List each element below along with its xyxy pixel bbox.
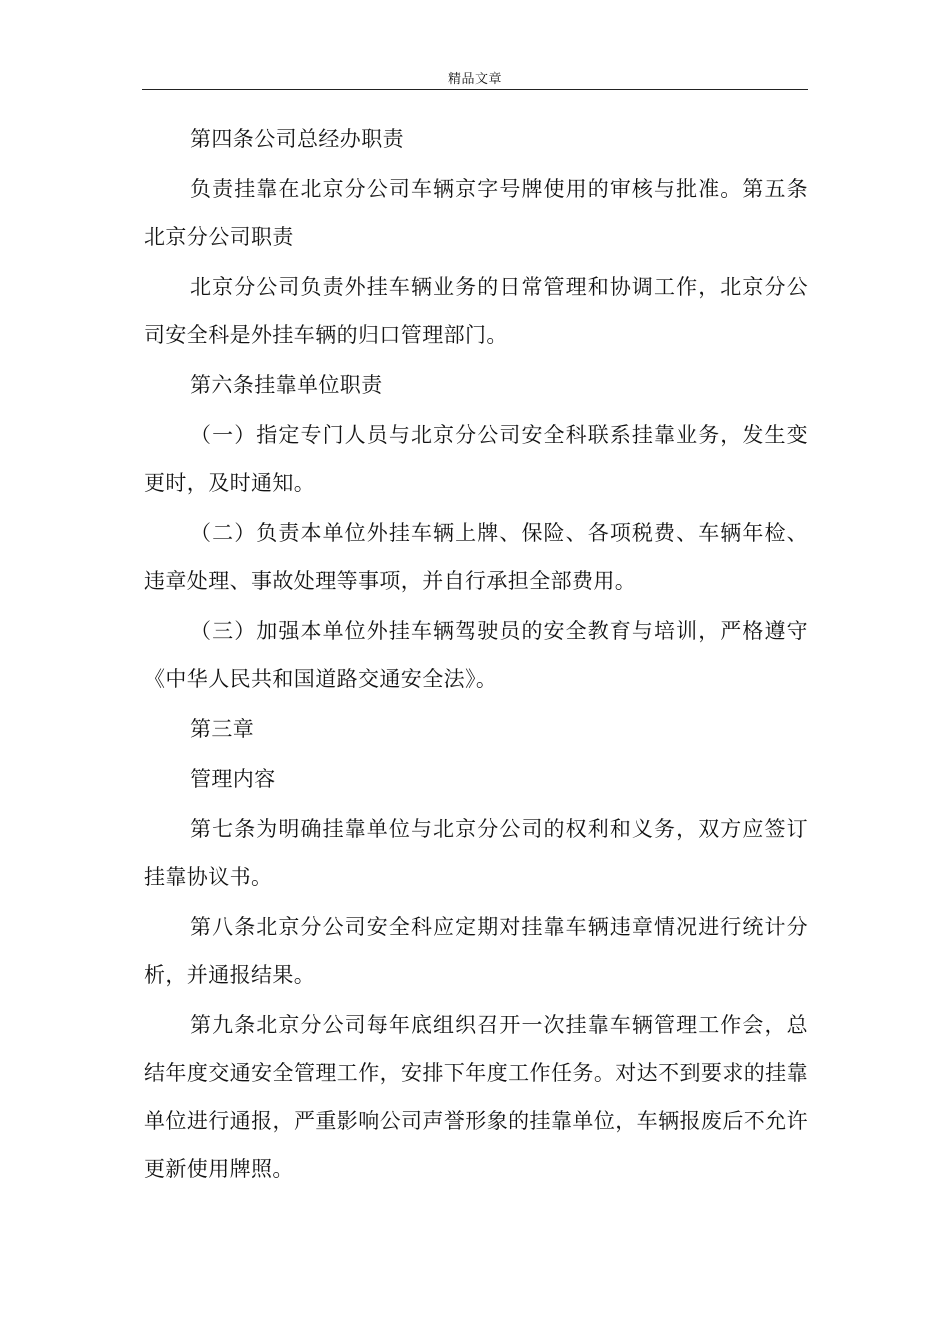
paragraph-article-6-item-3: （三）加强本单位外挂车辆驾驶员的安全教育与培训，严格遵守《中华人民共和国道路交通安全法》。 [144, 619, 808, 691]
paragraph-article-7: 第七条为明确挂靠单位与北京分公司的权利和义务，双方应签订挂靠协议书。 [144, 817, 808, 889]
paragraph-management-content: 管理内容 [190, 767, 276, 791]
header-title: 精品文章 [447, 72, 502, 87]
paragraph-article-9: 第九条北京分公司每年底组织召开一次挂靠车辆管理工作会，总结年度交通安全管理工作，安排下年度工作任务。对达不到要求的挂靠单位进行通报，严重影响公司声誉形象的挂靠单位，车辆报废后不允许更新使用牌照。 [144, 1013, 808, 1181]
paragraph-article-6-title: 第六条挂靠单位职责 [190, 373, 383, 397]
paragraph-article-6-item-2: （二）负责本单位外挂车辆上牌、保险、各项税费、车辆年检、违章处理、事故处理等事项，并自行承担全部费用。 [144, 521, 808, 593]
page-header [142, 72, 808, 90]
paragraph-article-5-body: 北京分公司负责外挂车辆业务的日常管理和协调工作，北京分公司安全科是外挂车辆的归口管理部门。 [144, 275, 808, 347]
paragraph-article-4-body: 负责挂靠在北京分公司车辆京字号牌使用的审核与批准。第五条北京分公司职责 [144, 177, 808, 249]
document-body [144, 115, 808, 1195]
paragraph-article-8: 第八条北京分公司安全科应定期对挂靠车辆违章情况进行统计分析，并通报结果。 [144, 915, 808, 987]
paragraph-article-6-item-1: （一）指定专门人员与北京分公司安全科联系挂靠业务，发生变更时，及时通知。 [144, 423, 808, 495]
paragraph-article-4-title: 第四条公司总经办职责 [190, 127, 404, 151]
paragraph-chapter-3: 第三章 [190, 717, 255, 741]
